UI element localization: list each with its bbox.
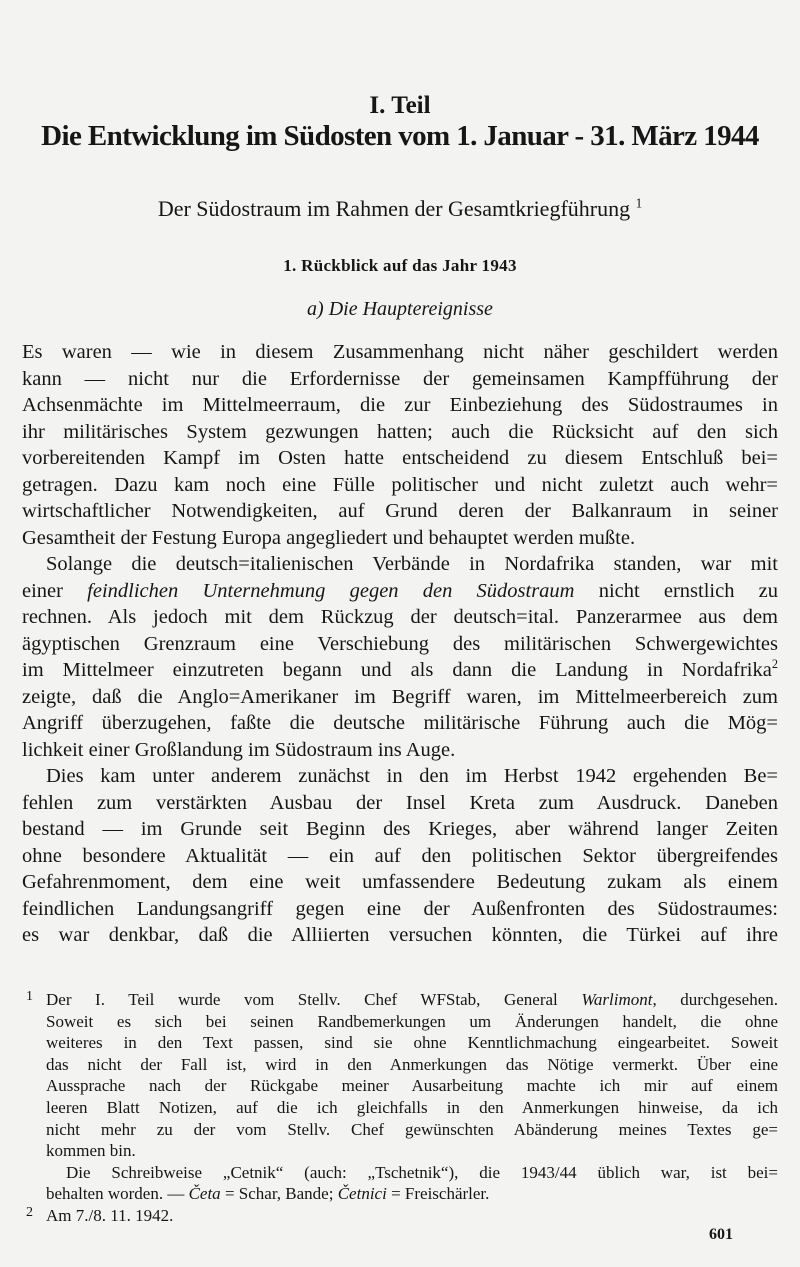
footnote-line bbox=[46, 1205, 778, 1227]
body-line bbox=[22, 445, 778, 472]
text-segment: kann — nicht nur die Erfordernisse der gemeinsamen Kampfführung der bbox=[22, 367, 778, 390]
footnote-number: 2 bbox=[26, 1204, 33, 1220]
text-segment: getragen. Dazu kam noch eine Fülle politischer und nicht zuletzt auch wehr= bbox=[22, 473, 778, 496]
footnote-line bbox=[46, 1119, 778, 1141]
text-segment: fehlen zum verstärkten Ausbau der Insel Kreta zum Ausdruck. Daneben bbox=[22, 791, 778, 814]
subtitle-text: Der Südostraum im Rahmen der Gesamtkriegführung bbox=[157, 196, 631, 221]
text-segment: vorbereitenden Kampf im Osten hatte entscheidend zu diesem Entschluß bei= bbox=[22, 447, 778, 469]
footnote-ref: 1 bbox=[635, 195, 643, 211]
text-segment: ihr militärisches System gezwungen hatten; auch die Rücksicht auf den sich bbox=[22, 420, 778, 443]
text-segment: Dies kam unter anderem zunächst in den im Herbst 1942 ergehenden Be= bbox=[46, 765, 778, 787]
chapter-subtitle bbox=[0, 196, 800, 222]
body-line bbox=[22, 843, 778, 870]
text-segment: leeren Blatt Notizen, auf die ich gleichfalls in den Anmerkungen hinweise, da ich bbox=[46, 1097, 778, 1117]
body-line bbox=[22, 631, 778, 658]
footnote bbox=[22, 989, 778, 1205]
text-segment: kommen bin. bbox=[46, 1141, 136, 1161]
footnote-ref: 2 bbox=[771, 657, 778, 672]
text-segment: Gesamtheit der Festung Europa angegliedert und behauptet werden mußte. bbox=[22, 526, 636, 549]
body-line bbox=[22, 551, 778, 578]
body-line bbox=[22, 339, 778, 366]
text-segment: wirtschaftlicher Notwendigkeiten, auf Grund deren der Balkanraum in seiner bbox=[22, 500, 778, 522]
footnotes bbox=[22, 989, 778, 1227]
text-segment: bestand — im Grunde seit Beginn des Krieges, aber während langer Zeiten bbox=[22, 818, 778, 840]
body-line bbox=[22, 366, 778, 393]
text-segment: Gefahrenmoment, dem eine weit umfassendere Bedeutung zukam als einem bbox=[22, 871, 778, 893]
text-segment: nicht ernstlich zu bbox=[574, 579, 778, 602]
body-text bbox=[22, 339, 778, 949]
italic-text: Četa bbox=[188, 1184, 221, 1204]
text-segment: Solange die deutsch=italienischen Verbände in Nordafrika standen, war mit bbox=[46, 553, 778, 575]
footnote-line bbox=[46, 989, 778, 1011]
body-line bbox=[22, 922, 778, 949]
text-segment: Der I. Teil wurde vom Stellv. Chef WFStab, General bbox=[46, 990, 582, 1009]
text-segment: ägyptischen Grenzraum eine Verschiebung des militärischen Schwergewichtes bbox=[22, 632, 778, 655]
footnote-line bbox=[46, 1140, 778, 1162]
text-segment: Soweit es sich bei seinen Randbemerkungen um Änderungen handelt, die ohne bbox=[46, 1011, 778, 1031]
text-segment: behalten worden. — bbox=[46, 1184, 189, 1204]
body-line bbox=[22, 392, 778, 419]
body-line bbox=[22, 816, 778, 843]
text-segment: Die Schreibweise „Cetnik“ (auch: „Tschetnik“), die 1943/44 üblich war, ist bei= bbox=[66, 1162, 778, 1182]
body-line bbox=[22, 578, 778, 605]
text-segment: = Freischärler. bbox=[386, 1184, 490, 1204]
body-line bbox=[22, 790, 778, 817]
italic-text: feindlichen Unternehmung gegen den Südostraum bbox=[87, 579, 575, 602]
footnote-line bbox=[46, 1032, 778, 1054]
text-segment: Aussprache nach der Rückgabe meiner Ausarbeitung machte ich mir auf einem bbox=[46, 1076, 778, 1096]
text-segment: , durchgesehen. bbox=[652, 990, 778, 1009]
text-segment: ohne besondere Aktualität — ein auf den politischen Sektor übergreifendes bbox=[22, 844, 778, 867]
text-segment: zeigte, daß die Anglo=Amerikaner im Begriff waren, im Mittelmeerbereich zum bbox=[22, 685, 778, 708]
body-line bbox=[22, 684, 778, 711]
footnote-line bbox=[46, 1075, 778, 1097]
text-segment: nicht mehr zu der vom Stellv. Chef gewünschten Abänderung meines Textes ge= bbox=[46, 1119, 778, 1139]
subsection-heading: a) Die Hauptereignisse bbox=[307, 298, 493, 320]
body-line bbox=[22, 869, 778, 896]
part-heading: I. Teil bbox=[369, 92, 431, 119]
footnote-line bbox=[46, 1183, 778, 1205]
body-line bbox=[22, 472, 778, 499]
text-segment: einer bbox=[22, 579, 88, 602]
footnote-line bbox=[46, 1054, 778, 1076]
body-line bbox=[22, 737, 778, 764]
body-line bbox=[22, 419, 778, 446]
footnote-line bbox=[46, 1162, 778, 1184]
chapter-title: Die Entwicklung im Südosten vom 1. Januar - 31. März 1944 bbox=[41, 120, 759, 152]
text-segment: Achsenmächte im Mittelmeerraum, die zur Einbeziehung des Südostraumes in bbox=[22, 394, 778, 416]
text-segment: rechnen. Als jedoch mit dem Rückzug der deutsch=ital. Panzerarmee aus dem bbox=[22, 606, 778, 628]
footnote bbox=[22, 1205, 778, 1227]
section-heading: 1. Rückblick auf das Jahr 1943 bbox=[283, 256, 517, 275]
body-line bbox=[22, 763, 778, 790]
text-segment: Am 7./8. 11. 1942. bbox=[46, 1205, 174, 1225]
footnote-number: 1 bbox=[26, 989, 33, 1004]
body-line bbox=[22, 657, 778, 684]
text-segment: feindlichen Landungsangriff gegen eine der Außenfronten des Südostraumes: bbox=[22, 897, 778, 920]
footnote-line bbox=[46, 1011, 778, 1033]
body-line bbox=[22, 710, 778, 737]
body-line bbox=[22, 896, 778, 923]
footnote-line bbox=[46, 1097, 778, 1119]
page-number: 601 bbox=[709, 1226, 733, 1243]
text-segment: lichkeit einer Großlandung im Südostraum ins Auge. bbox=[22, 738, 456, 761]
text-segment: Es waren — wie in diesem Zusammenhang nicht näher geschildert werden bbox=[22, 341, 778, 363]
italic-text: Četnici bbox=[337, 1184, 387, 1204]
text-segment: weiteres in den Text passen, sind sie ohne Kenntlichmachung eingearbeitet. Soweit bbox=[46, 1033, 778, 1053]
body-line bbox=[22, 604, 778, 631]
text-segment: = Schar, Bande; bbox=[220, 1184, 338, 1204]
text-segment: es war denkbar, daß die Alliierten versuchen könnten, die Türkei auf ihre bbox=[22, 924, 778, 946]
body-line bbox=[22, 525, 778, 552]
text-segment: das nicht der Fall ist, wird in den Anmerkungen das Nötige vermerkt. Über eine bbox=[46, 1054, 778, 1074]
body-line bbox=[22, 498, 778, 525]
text-segment: Angriff überzugehen, faßte die deutsche militärische Führung auch die Mög= bbox=[22, 712, 778, 734]
text-segment: im Mittelmeer einzutreten begann und als dann die Landung in Nordafrika bbox=[22, 659, 772, 681]
italic-text: Warlimont bbox=[581, 990, 653, 1009]
